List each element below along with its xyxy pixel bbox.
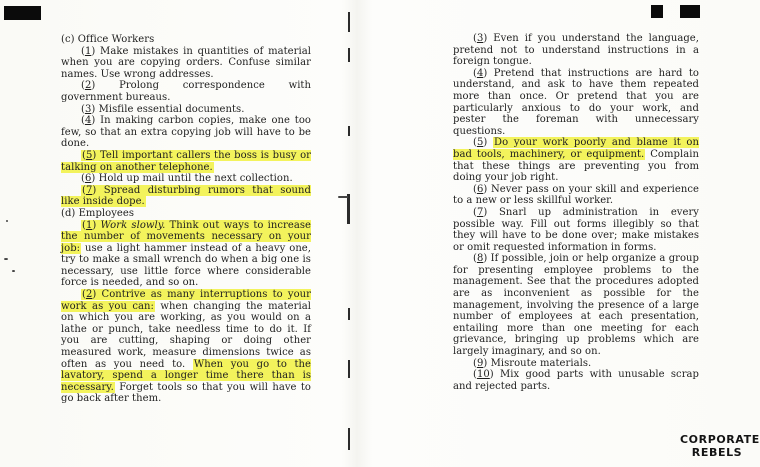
paragraph — [61, 185, 311, 208]
highlighted-text: Think out ways to increase the number of movements necessary on your job: — [61, 219, 311, 254]
section-heading-employees: (d) Employees — [61, 207, 135, 219]
paragraph-text: In making carbon copies, make one too few, so that an extra copying job will have to be done. — [61, 115, 311, 150]
paragraph-text: Hold up mail until the next collection. — [98, 173, 293, 185]
scan-speck — [4, 258, 8, 260]
item-number: 2 — [85, 289, 93, 301]
paragraph-text: Make mistakes in quantities of material when you are copying orders. Confuse similar names. Use wrong addresses. — [61, 45, 311, 80]
section-heading-office-workers: (c) Office Workers — [61, 34, 155, 45]
item-number: 10 — [476, 369, 490, 381]
paragraph-text: Never pass on your skill and experience to a new or less skillful worker. — [453, 183, 699, 207]
redaction-block-top-right — [680, 5, 700, 18]
highlighted-passage: (1) Work slowly. Think out ways to increase the number of movements necessary on your job: — [61, 219, 311, 254]
paragraph — [61, 220, 311, 290]
paragraph-text: use a light hammer instead of a heavy one, try to make a small wrench do when a big one is necessary, use little force where considerable force is needed, and so on. — [61, 242, 312, 289]
paragraph-text: Even if you understand the language, pretend not to understand instructions in a foreign tongue. — [453, 33, 699, 68]
item-number: 4 — [84, 115, 92, 127]
item-number: 6 — [476, 183, 484, 195]
item-number: 6 — [84, 173, 92, 185]
item-number: 9 — [476, 357, 484, 369]
center-fold-line — [346, 8, 352, 453]
paragraph — [61, 150, 311, 173]
paragraph: (4) In making carbon copies, make one too few, so that an extra copying job will have to be done. — [61, 115, 311, 150]
highlighted-text: Tell important callers the boss is busy or talking on another telephone. — [61, 149, 311, 173]
item-number: 8 — [476, 253, 484, 265]
paragraph-text: Pretend that instructions are hard to understand, and ask to have them repeated more than once. Or pretend that you are particularly anxious to do your work, and pester the foreman with unnecessary questions. — [453, 67, 699, 137]
scan-speck — [12, 270, 15, 272]
highlighted-passage: (7) Spread disturbing rumors that sound like inside dope. — [61, 184, 311, 208]
paragraph-text: Mix good parts with unusable scrap and rejected parts. — [453, 369, 699, 392]
paragraph-text: If possible, join or help organize a group for presenting employee problems to the management. See that the procedures adopted are as inconvenient as possible for the management, involving the presence of a large number of employees at each presentation, entailing more than one meeting for each grievance, bringing up problems which are largely imaginary, and so on. — [453, 253, 699, 358]
item-number: 1 — [84, 45, 92, 57]
paragraph-text: Prolong correspondence with government bureaus. — [61, 80, 311, 103]
redaction-block-top-right-small — [651, 5, 663, 18]
paragraph: (3) Even if you understand the language, pretend not to understand instructions in a foreign tongue. — [453, 33, 699, 68]
left-text-column — [61, 34, 311, 405]
paragraph: (5) Do your work poorly and blame it on bad tools, machinery, or equipment. Complain that these things are preventing you from doing your job right. — [453, 137, 699, 184]
highlighted-passage: When you go to the lavatory, spend a longer time there than is necessary. — [61, 358, 312, 393]
highlighted-passage: Do your work poorly and blame it on bad tools, machinery, or equipment. — [453, 137, 699, 160]
scan-speck — [6, 220, 8, 222]
corporate-rebels-logo — [680, 433, 760, 461]
item-number: 5 — [85, 149, 93, 161]
paragraph-text: Complain that these things are preventing you from doing your job right. — [453, 148, 699, 184]
item-number: 7 — [476, 206, 484, 218]
highlighted-passage: (5) Tell important callers the boss is busy or talking on another telephone. — [61, 149, 311, 173]
item-number: 3 — [84, 103, 92, 115]
paragraph-text: when changing the material on which you are working, as you would on a lathe or punch, take needless time to do it. If you are cutting, shaping or doing other measured work, measure dimensions twice as often as you need to. — [61, 300, 311, 370]
paragraph-text: Misfile essential documents. — [98, 103, 245, 115]
paragraph-text: Misroute materials. — [490, 357, 592, 369]
paragraph: (2) Prolong correspondence with government bureaus. — [61, 80, 311, 103]
paragraph: (7) Snarl up administration in every possible way. Fill out forms illegibly so that they will have to be done over; make mistakes or omit requested information in forms. — [453, 206, 699, 253]
item-number: 2 — [84, 80, 92, 92]
paragraph: (9) Misroute materials. — [473, 357, 592, 369]
paragraph-text: Snarl up administration in every possible way. Fill out forms illegibly so that they will have to be done over; make mistakes or omit requested information in forms. — [453, 206, 699, 253]
item-number: 3 — [476, 33, 484, 44]
paragraph: (3) Misfile essential documents. — [81, 103, 245, 115]
redaction-block-top-left — [4, 6, 41, 20]
highlighted-text: Contrive as many interruptions to your work as you can: — [61, 289, 311, 312]
highlighted-passage: (2) Contrive as many interruptions to your work as you can: — [61, 289, 311, 312]
item-number: 4 — [476, 67, 484, 79]
paragraph: (4) Pretend that instructions are hard to understand, and ask to have them repeated more than once. Or pretend that you are particularly anxious to do your work, and pester the foreman with unnecessary questions. — [453, 67, 699, 137]
highlighted-italic-text: Work slowly. — [100, 219, 166, 231]
logo-line-1: CORPORATE — [680, 433, 760, 446]
item-number: 5 — [476, 137, 484, 149]
paragraph — [61, 289, 311, 405]
paragraph: (8) If possible, join or help organize a group for presenting employee problems to the management. See that the procedures adopted are as inconvenient as possible for the management, involving the presence of a large number of employees at each presentation, entailing more than one meeting for each grievance, bringing up problems which are largely imaginary, and so on. — [453, 253, 699, 358]
paragraph-text: Forget tools so that you will have to go back after them. — [61, 381, 311, 405]
right-text-column — [453, 33, 699, 392]
logo-line-2: REBELS — [691, 446, 743, 459]
highlighted-text: Spread disturbing rumors that sound like inside dope. — [61, 184, 311, 208]
paragraph: (10) Mix good parts with unusable scrap and rejected parts. — [453, 369, 699, 392]
paragraph: (6) Never pass on your skill and experience to a new or less skillful worker. — [453, 183, 699, 207]
scan-speck — [338, 196, 348, 198]
paragraph: (6) Hold up mail until the next collection. — [81, 173, 293, 185]
item-number: 1 — [85, 219, 93, 231]
item-number: 7 — [85, 184, 93, 196]
paragraph: (1) Make mistakes in quantities of material when you are copying orders. Confuse similar names. Use wrong addresses. — [61, 45, 311, 80]
